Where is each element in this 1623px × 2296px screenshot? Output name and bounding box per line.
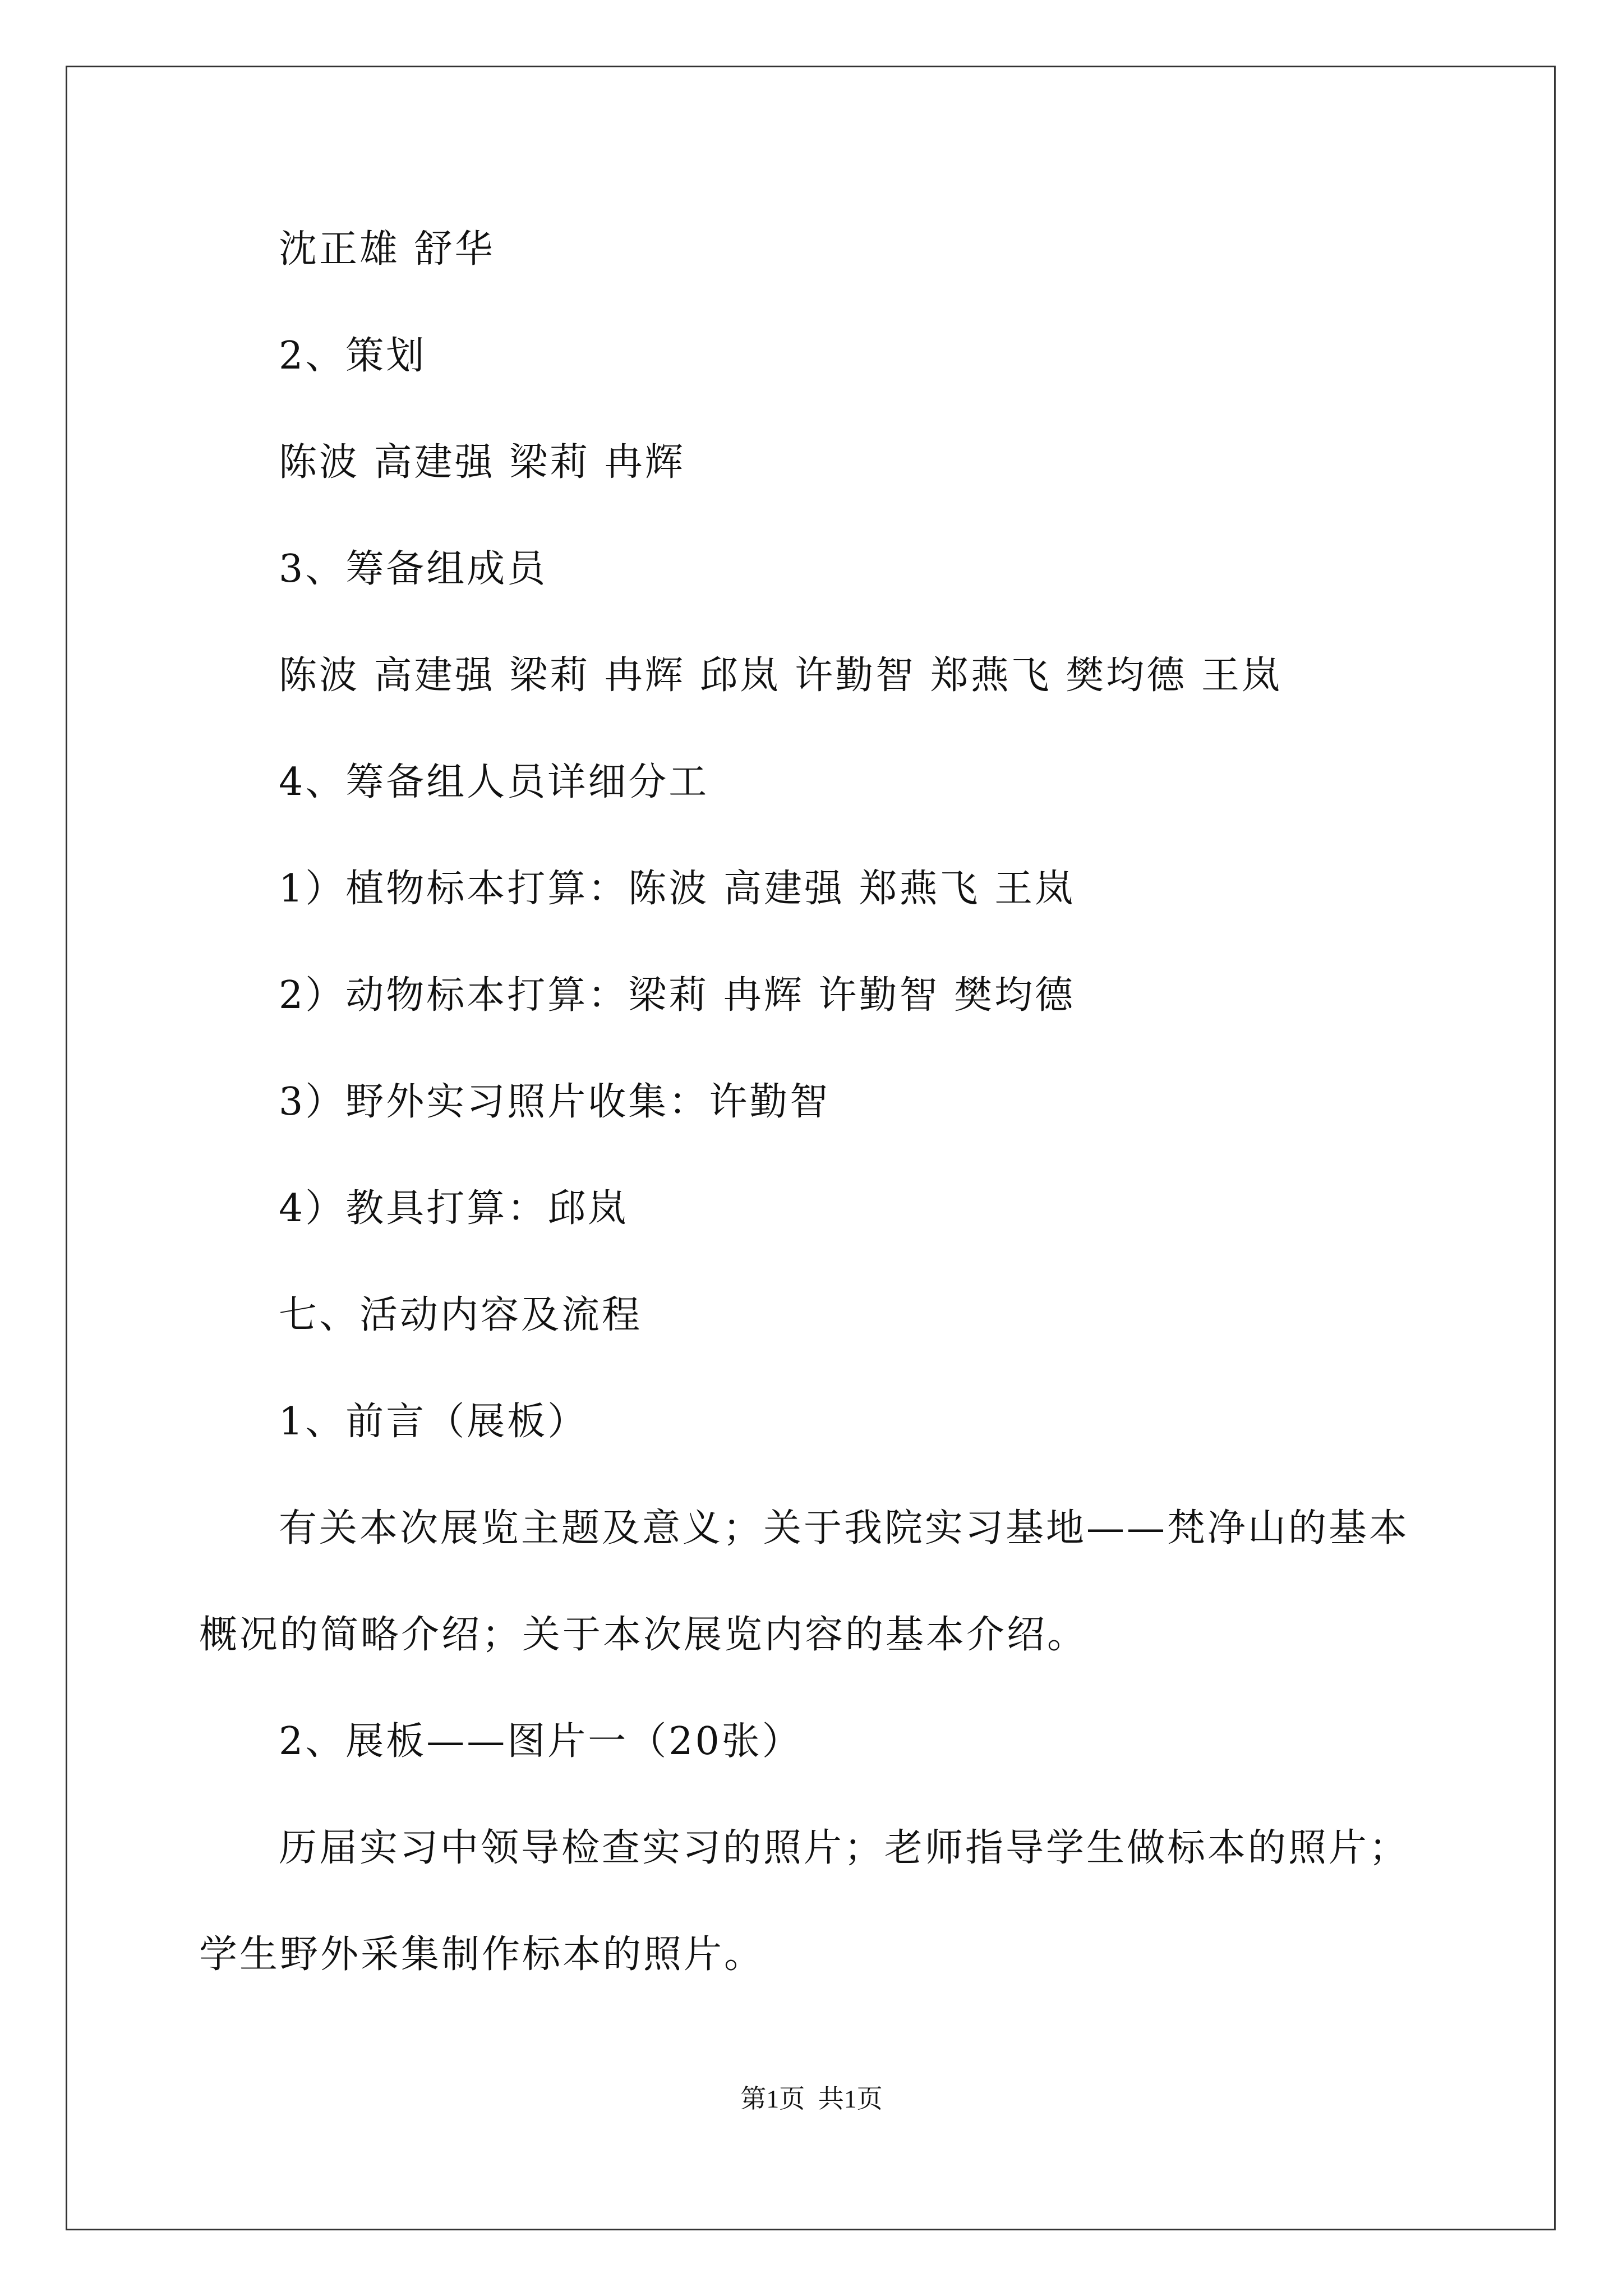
- text-line: 2、展板——图片一（20张）: [279, 1719, 803, 1764]
- text-line: 1、前言（展板）: [279, 1400, 588, 1444]
- paragraph-line: 概况的简略介绍；关于本次展览内容的基本介绍。: [199, 1613, 1088, 1657]
- section-heading: 七、活动内容及流程: [279, 1293, 643, 1337]
- text-line: 3）野外实习照片收集：许勤智: [279, 1080, 831, 1124]
- page-number-footer: 第1页 共1页: [740, 2085, 883, 2113]
- page-border: [66, 66, 1556, 2230]
- text-line: 2、策划: [279, 334, 427, 378]
- paragraph-line: 学生野外采集制作标本的照片。: [199, 1932, 765, 1977]
- text-line: 陈波 高建强 梁莉 冉辉 邱岚 许勤智 郑燕飞 樊均德 王岚: [279, 654, 1282, 698]
- text-line: 沈正雄 舒华: [279, 227, 495, 272]
- text-line: 3、筹备组成员: [279, 547, 548, 591]
- text-line: 陈波 高建强 梁莉 冉辉: [279, 440, 685, 485]
- paragraph-line: 有关本次展览主题及意义；关于我院实习基地——梵净山的基本: [279, 1506, 1410, 1550]
- text-line: 4）教具打算：邱岚: [279, 1186, 629, 1231]
- text-line: 4、筹备组人员详细分工: [279, 760, 709, 804]
- text-line: 2）动物标本打算：梁莉 冉辉 许勤智 樊均德: [279, 973, 1076, 1018]
- text-line: 1）植物标本打算：陈波 高建强 郑燕飞 王岚: [279, 867, 1076, 911]
- paragraph-line: 历届实习中领导检查实习的照片；老师指导学生做标本的照片；: [279, 1826, 1410, 1870]
